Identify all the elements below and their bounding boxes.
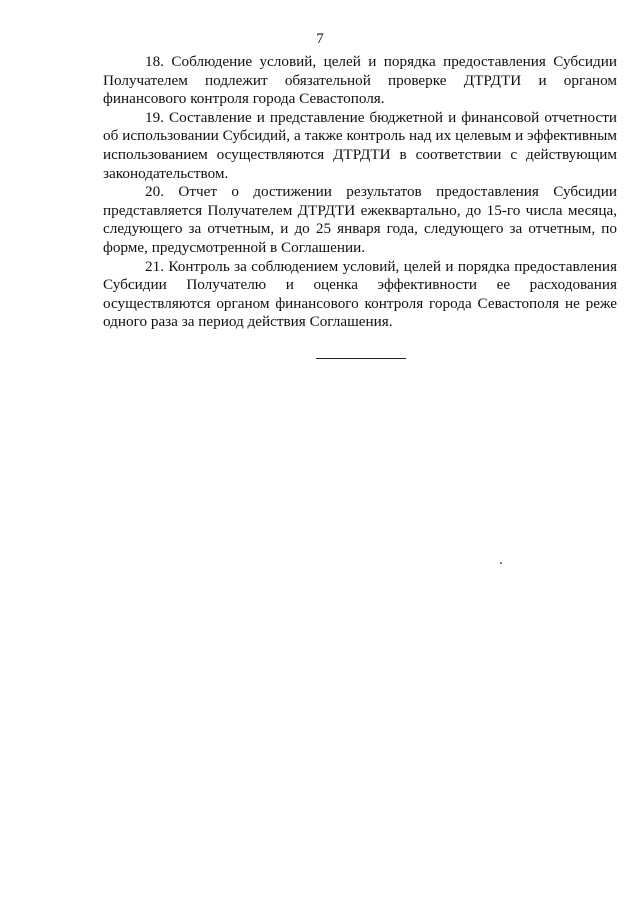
document-body — [103, 53, 617, 332]
scan-speck — [500, 562, 502, 564]
paragraph-19: 19. Составление и представление бюджетной и финансовой отчетности об использовании Субсидий, а также контроль над их целевым и эффективным использованием осуществляются ДТРДТИ в соответствии с действующим законодательством. — [103, 108, 617, 182]
end-divider-line — [316, 358, 406, 359]
paragraph-20: 20. Отчет о достижении результатов предоставления Субсидии представляется Получателем ДТРДТИ ежеквартально, до 15-го числа месяца, следующего за отчетным, и до 25 января года, следующего за отчетным, по форме, предусмотренной в Соглашении. — [103, 183, 617, 256]
page-number: 7 — [316, 31, 324, 47]
paragraph-18: 18. Соблюдение условий, целей и порядка предоставления Субсидии Получателем подлежит обязательной проверке ДТРДТИ и органом финансового контроля города Севастополя. — [103, 53, 617, 108]
paragraph-21: 21. Контроль за соблюдением условий, целей и порядка предоставления Субсидии Получателю и оценка эффективности ее расходования осуществляются органом финансового контроля города Севастополя не реже одного раза за период действия Соглашения. — [103, 257, 617, 331]
